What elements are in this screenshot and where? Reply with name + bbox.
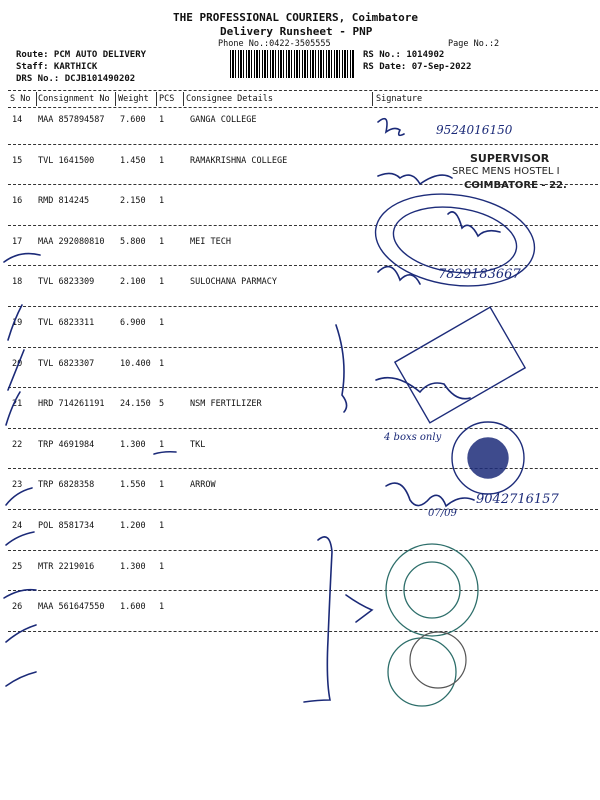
row-consignee: ARROW (190, 480, 216, 491)
company-title: THE PROFESSIONAL COURIERS, Coimbatore (173, 11, 419, 24)
row-consignee: MEI TECH (190, 236, 231, 247)
route-label: Route: PCM AUTO DELIVERY (16, 50, 147, 60)
row-sno: 24 (12, 521, 23, 531)
row-sno: 20 (12, 358, 23, 369)
handwritten-phone-14: 9524016150 (436, 123, 513, 137)
row-consignment: MTR 2219016 (38, 561, 95, 572)
row-pcs: 1 (159, 277, 165, 288)
bracket-mark (304, 537, 332, 702)
calibration-stamp (386, 544, 478, 636)
row-consignment: HRD 714261191 (38, 399, 105, 410)
tick-mark (8, 305, 22, 340)
col-sno: S No (10, 94, 31, 104)
row-consignment: TRP 6828358 (38, 480, 95, 491)
handwritten-date-22: 07/09 (428, 508, 457, 519)
row-weight: 2.150 (120, 196, 146, 207)
handwritten-phone-17: 7829183667 (438, 267, 521, 282)
page-number: Page No.:2 (448, 39, 500, 49)
row-pcs: 1 (159, 318, 165, 328)
services-stamp (395, 307, 525, 423)
pale-stamp (410, 632, 466, 688)
tick-mark (6, 625, 36, 642)
tick-mark (6, 672, 36, 686)
tick-mark (4, 590, 36, 598)
row-sno: 16 (12, 196, 23, 207)
calibration-stamp-2 (388, 638, 456, 706)
row-sno: 18 (12, 277, 23, 288)
row-pcs: 1 (159, 521, 165, 531)
tick-mark (6, 392, 23, 425)
row-consignment: MAA 857894587 (38, 115, 105, 125)
row-pcs: 5 (159, 399, 165, 410)
row-consignment: TRP 4691984 (38, 439, 95, 450)
tick-mark (6, 532, 34, 545)
runsheet-subtitle: Delivery Runsheet - PNP (220, 25, 373, 38)
fertilizer-stamp-inner (468, 438, 508, 478)
staff-label: Staff: KARTHICK (16, 62, 98, 72)
row-consignee: GANGA COLLEGE (190, 115, 257, 125)
row-weight: 5.800 (120, 236, 146, 247)
row-weight: 6.900 (120, 318, 146, 328)
row-sno: 19 (12, 318, 23, 328)
signature-16 (448, 212, 500, 236)
signature-15 (378, 173, 452, 184)
row-consignee: NSM FERTILIZER (190, 399, 262, 410)
row-consignment: TVL 6823311 (38, 318, 95, 328)
row-consignment: TVL 6823307 (38, 358, 95, 369)
phone-number: Phone No.:0422-3505555 (218, 39, 331, 49)
row-consignment: POL 8581734 (38, 521, 95, 531)
signature-14 (378, 119, 404, 136)
tick-mark (6, 488, 32, 505)
bracket-mark (336, 325, 347, 412)
row-sno: 17 (12, 236, 23, 247)
col-consignment: Consignment No (38, 94, 110, 104)
drs-number: DRS No.: DCJB101490202 (16, 74, 136, 84)
pcs-underline (154, 452, 176, 454)
row-pcs: 1 (159, 196, 165, 207)
row-weight: 1.300 (120, 439, 146, 450)
row-weight: 1.600 (120, 602, 146, 613)
row-sno: 14 (12, 115, 23, 125)
row-consignee: RAMAKRISHNA COLLEGE (190, 155, 288, 166)
tick-mark (4, 254, 40, 262)
row-weight: 10.400 (120, 358, 151, 369)
row-consignment: MAA 292080810 (38, 236, 105, 247)
calibration-stamp-inner (404, 562, 460, 618)
row-consignment: TVL 1641500 (38, 155, 95, 166)
row-consignment: TVL 6823309 (38, 277, 95, 288)
row-weight: 1.300 (120, 561, 146, 572)
row-pcs: 1 (159, 358, 165, 369)
row-sno: 26 (12, 602, 23, 613)
row-consignment: MAA 561647550 (38, 602, 105, 613)
tick-mark (8, 350, 24, 390)
row-pcs: 1 (159, 602, 165, 613)
row-consignee: TKL (190, 439, 206, 450)
col-consignee: Consignee Details (186, 94, 273, 104)
row-weight: 24.150 (120, 399, 151, 410)
row-weight: 7.600 (120, 115, 146, 125)
stamp-hostel: SREC MENS HOSTEL I (452, 166, 560, 177)
row-sno: 21 (12, 399, 23, 410)
row-sno: 25 (12, 561, 23, 572)
row-pcs: 1 (159, 115, 165, 125)
arrow-mark (346, 595, 372, 622)
row-sno: 23 (12, 480, 23, 491)
row-pcs: 1 (159, 236, 165, 247)
row-sno: 15 (12, 155, 23, 166)
handwritten-phone-22: 9042716157 (476, 492, 559, 507)
row-pcs: 1 (159, 439, 165, 450)
signature-22 (386, 483, 474, 506)
stamp-city: COIMBATORE - 22. (464, 180, 567, 191)
rs-number: RS No.: 1014902 (363, 50, 445, 60)
col-pcs: PCS (159, 94, 175, 104)
row-sno: 22 (12, 439, 23, 450)
row-weight: 1.450 (120, 155, 146, 166)
rs-date: RS Date: 07-Sep-2022 (363, 62, 472, 72)
row-weight: 1.550 (120, 480, 146, 491)
row-pcs: 1 (159, 480, 165, 491)
col-signature: Signature (376, 94, 423, 104)
handwritten-note-21: 4 boxs only (384, 432, 442, 443)
col-weight: Weight (118, 94, 149, 104)
row-pcs: 1 (159, 561, 165, 572)
row-consignment: RMD 814245 (38, 196, 90, 207)
row-weight: 1.200 (120, 521, 146, 531)
row-pcs: 1 (159, 155, 165, 166)
row-consignee: SULOCHANA PARMACY (190, 277, 277, 288)
stamp-supervisor: SUPERVISOR (470, 152, 550, 165)
row-weight: 2.100 (120, 277, 146, 288)
signature-19-20 (376, 378, 470, 399)
